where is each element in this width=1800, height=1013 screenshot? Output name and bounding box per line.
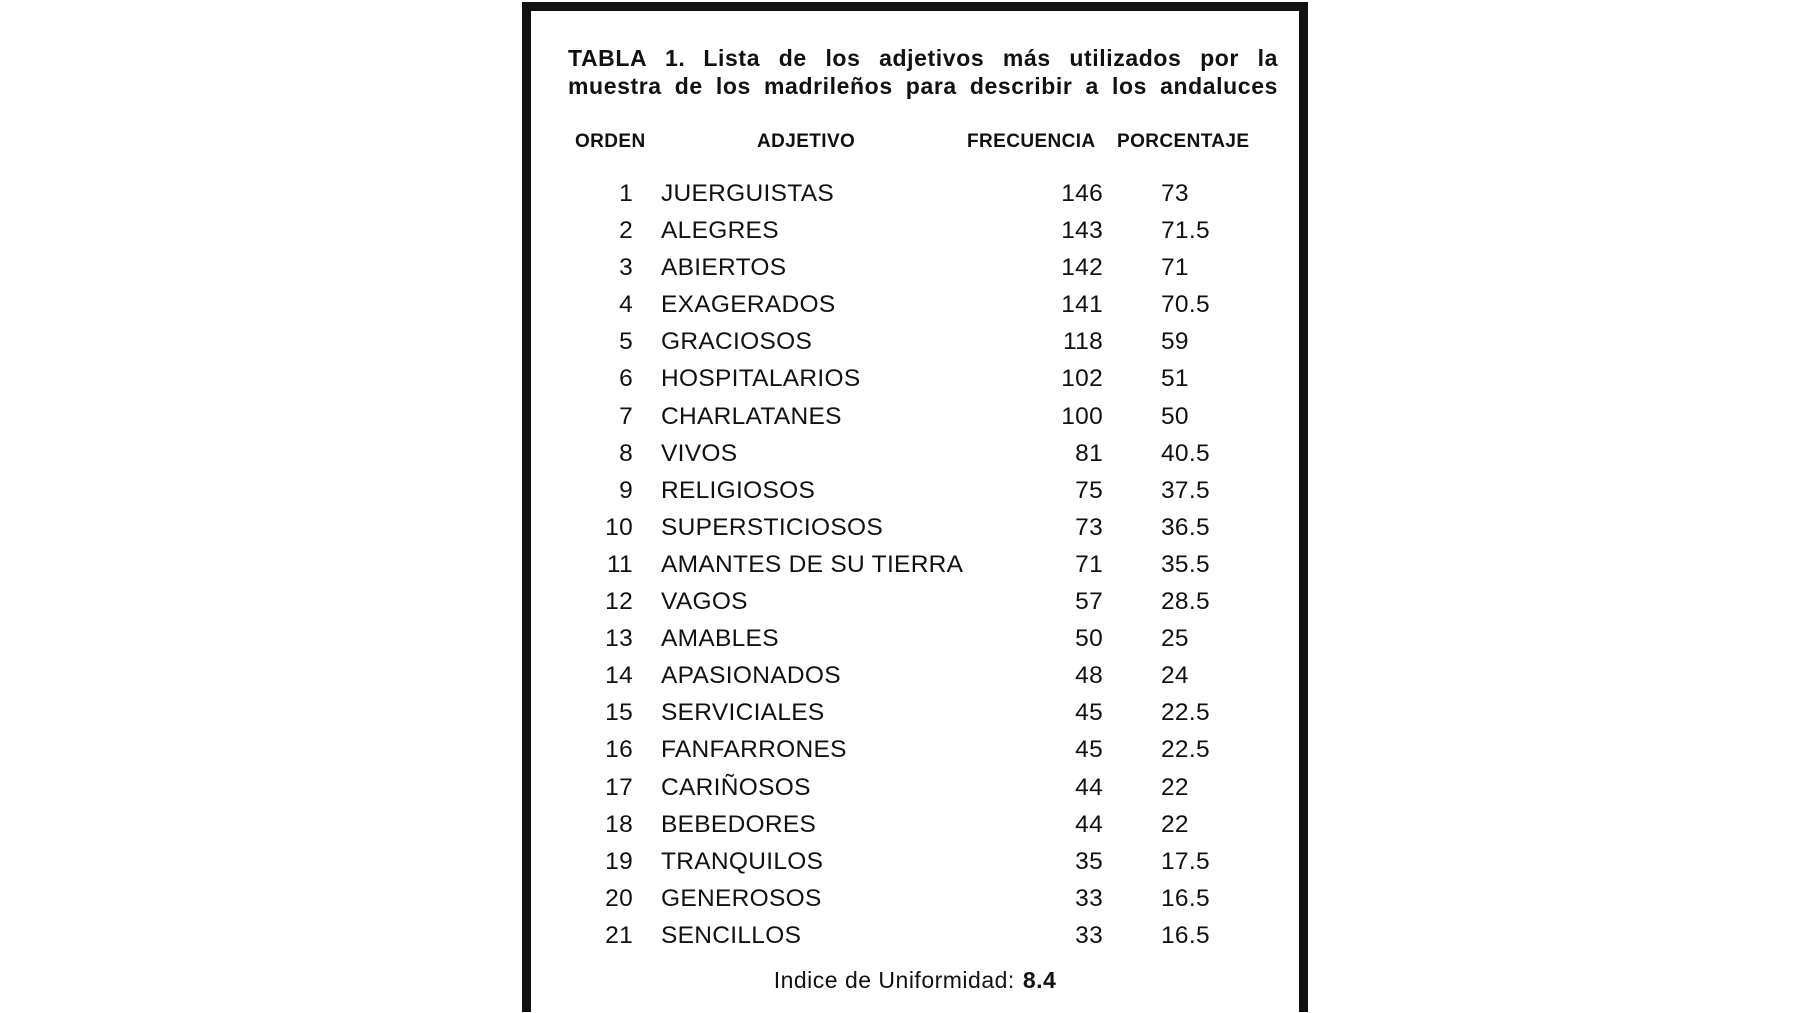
caption-label: TABLA 1.	[568, 45, 686, 71]
row-orden: 20	[605, 884, 633, 912]
row-adjetivo: AMANTES DE SU TIERRA	[661, 550, 964, 578]
row-adjetivo: FANFARRONES	[661, 736, 847, 764]
table-row	[531, 880, 1299, 917]
caption-line-1	[568, 44, 1278, 72]
row-porcentaje: 50	[1161, 402, 1189, 430]
table-header-row	[531, 131, 1299, 155]
row-adjetivo: GRACIOSOS	[661, 328, 813, 356]
table-row	[531, 731, 1299, 768]
table-row	[531, 769, 1299, 806]
table-frame	[522, 2, 1308, 1012]
uniformity-label: Indice de Uniformidad:	[773, 967, 1015, 993]
row-orden: 13	[605, 625, 633, 653]
row-frecuencia: 48	[1075, 662, 1103, 690]
row-porcentaje: 22	[1161, 773, 1189, 801]
row-adjetivo: CARIÑOSOS	[661, 773, 811, 801]
row-adjetivo: JUERGUISTAS	[661, 180, 835, 207]
row-frecuencia: 33	[1075, 921, 1103, 949]
row-porcentaje: 51	[1161, 365, 1189, 393]
row-porcentaje: 22	[1161, 810, 1189, 838]
row-porcentaje: 40.5	[1161, 439, 1210, 467]
table-row	[531, 620, 1299, 657]
row-porcentaje: 25	[1161, 625, 1189, 653]
row-frecuencia: 73	[1075, 513, 1103, 541]
table-row	[531, 694, 1299, 731]
row-adjetivo: HOSPITALARIOS	[661, 365, 861, 393]
row-porcentaje: 16.5	[1161, 921, 1210, 949]
row-porcentaje: 37.5	[1161, 476, 1210, 504]
row-frecuencia: 50	[1075, 625, 1103, 653]
header-frecuencia: FRECUENCIA	[967, 131, 1096, 152]
row-adjetivo: VIVOS	[661, 439, 738, 467]
row-adjetivo: GENEROSOS	[661, 884, 822, 912]
row-frecuencia: 35	[1075, 847, 1103, 875]
row-porcentaje: 22.5	[1161, 736, 1210, 764]
row-frecuencia: 44	[1075, 773, 1103, 801]
caption-text-2: muestra de los madrileños para describir a los andaluces	[568, 73, 1278, 99]
row-adjetivo: TRANQUILOS	[661, 847, 824, 875]
row-porcentaje: 22.5	[1161, 699, 1210, 727]
row-frecuencia: 45	[1075, 699, 1103, 727]
row-orden: 3	[619, 254, 633, 282]
row-orden: 18	[605, 810, 633, 838]
row-porcentaje: 17.5	[1161, 847, 1210, 875]
header-porcentaje: PORCENTAJE	[1117, 131, 1250, 152]
row-adjetivo: BEBEDORES	[661, 810, 817, 838]
row-frecuencia: 45	[1075, 736, 1103, 764]
table-row	[531, 546, 1299, 583]
row-adjetivo: VAGOS	[661, 588, 748, 616]
table-row	[531, 806, 1299, 843]
row-frecuencia: 143	[1061, 217, 1103, 245]
row-frecuencia: 141	[1061, 291, 1103, 319]
row-orden: 9	[619, 476, 633, 504]
row-orden: 7	[619, 402, 633, 430]
row-orden: 19	[605, 847, 633, 875]
row-frecuencia: 57	[1075, 588, 1103, 616]
row-porcentaje: 73	[1161, 180, 1189, 207]
row-orden: 2	[619, 217, 633, 245]
row-adjetivo: ABIERTOS	[661, 254, 787, 282]
table-row	[531, 249, 1299, 286]
row-orden: 5	[619, 328, 633, 356]
row-adjetivo: AMABLES	[661, 625, 779, 653]
table-row	[531, 323, 1299, 360]
row-orden: 8	[619, 439, 633, 467]
table-row	[531, 917, 1299, 954]
row-orden: 6	[619, 365, 633, 393]
row-adjetivo: APASIONADOS	[661, 662, 841, 690]
row-frecuencia: 146	[1061, 180, 1103, 207]
row-orden: 16	[605, 736, 633, 764]
row-porcentaje: 28.5	[1161, 588, 1210, 616]
row-orden: 14	[605, 662, 633, 690]
table-row	[531, 843, 1299, 880]
row-adjetivo: CHARLATANES	[661, 402, 842, 430]
row-orden: 4	[619, 291, 633, 319]
header-adjetivo: ADJETIVO	[757, 131, 856, 152]
row-frecuencia: 75	[1075, 476, 1103, 504]
row-orden: 17	[605, 773, 633, 801]
row-frecuencia: 102	[1061, 365, 1103, 393]
row-porcentaje: 24	[1161, 662, 1189, 690]
row-adjetivo: SENCILLOS	[661, 921, 802, 949]
row-porcentaje: 16.5	[1161, 884, 1210, 912]
row-porcentaje: 35.5	[1161, 550, 1210, 578]
table-row	[531, 472, 1299, 509]
table-row	[531, 657, 1299, 694]
row-frecuencia: 81	[1075, 439, 1103, 467]
row-porcentaje: 59	[1161, 328, 1189, 356]
row-orden: 21	[605, 921, 633, 949]
table-body	[531, 175, 1299, 954]
row-frecuencia: 33	[1075, 884, 1103, 912]
row-orden: 10	[605, 513, 633, 541]
row-porcentaje: 36.5	[1161, 513, 1210, 541]
table-row	[531, 398, 1299, 435]
row-frecuencia: 71	[1075, 550, 1103, 578]
row-adjetivo: SERVICIALES	[661, 699, 825, 727]
table-caption	[568, 44, 1278, 100]
row-adjetivo: SUPERSTICIOSOS	[661, 513, 884, 541]
caption-text-1: Lista de los adjetivos más utilizados por la	[703, 45, 1278, 71]
row-porcentaje: 70.5	[1161, 291, 1210, 319]
table-row	[531, 509, 1299, 546]
row-adjetivo: ALEGRES	[661, 217, 779, 245]
table-row	[531, 175, 1299, 212]
row-orden: 15	[605, 699, 633, 727]
row-frecuencia: 44	[1075, 810, 1103, 838]
table-row	[531, 583, 1299, 620]
table-row	[531, 212, 1299, 249]
row-orden: 1	[619, 180, 633, 207]
row-orden: 12	[605, 588, 633, 616]
uniformity-value: 8.4	[1022, 967, 1057, 993]
row-frecuencia: 118	[1063, 328, 1103, 356]
header-orden: ORDEN	[575, 131, 646, 152]
row-orden: 11	[606, 550, 633, 578]
row-frecuencia: 142	[1061, 254, 1103, 282]
table-row	[531, 360, 1299, 397]
row-porcentaje: 71.5	[1161, 217, 1210, 245]
row-adjetivo: EXAGERADOS	[661, 291, 836, 319]
table-row	[531, 435, 1299, 472]
uniformity-index	[531, 967, 1299, 994]
row-adjetivo: RELIGIOSOS	[661, 476, 816, 504]
row-frecuencia: 100	[1061, 402, 1103, 430]
table-row	[531, 286, 1299, 323]
row-porcentaje: 71	[1161, 254, 1189, 282]
